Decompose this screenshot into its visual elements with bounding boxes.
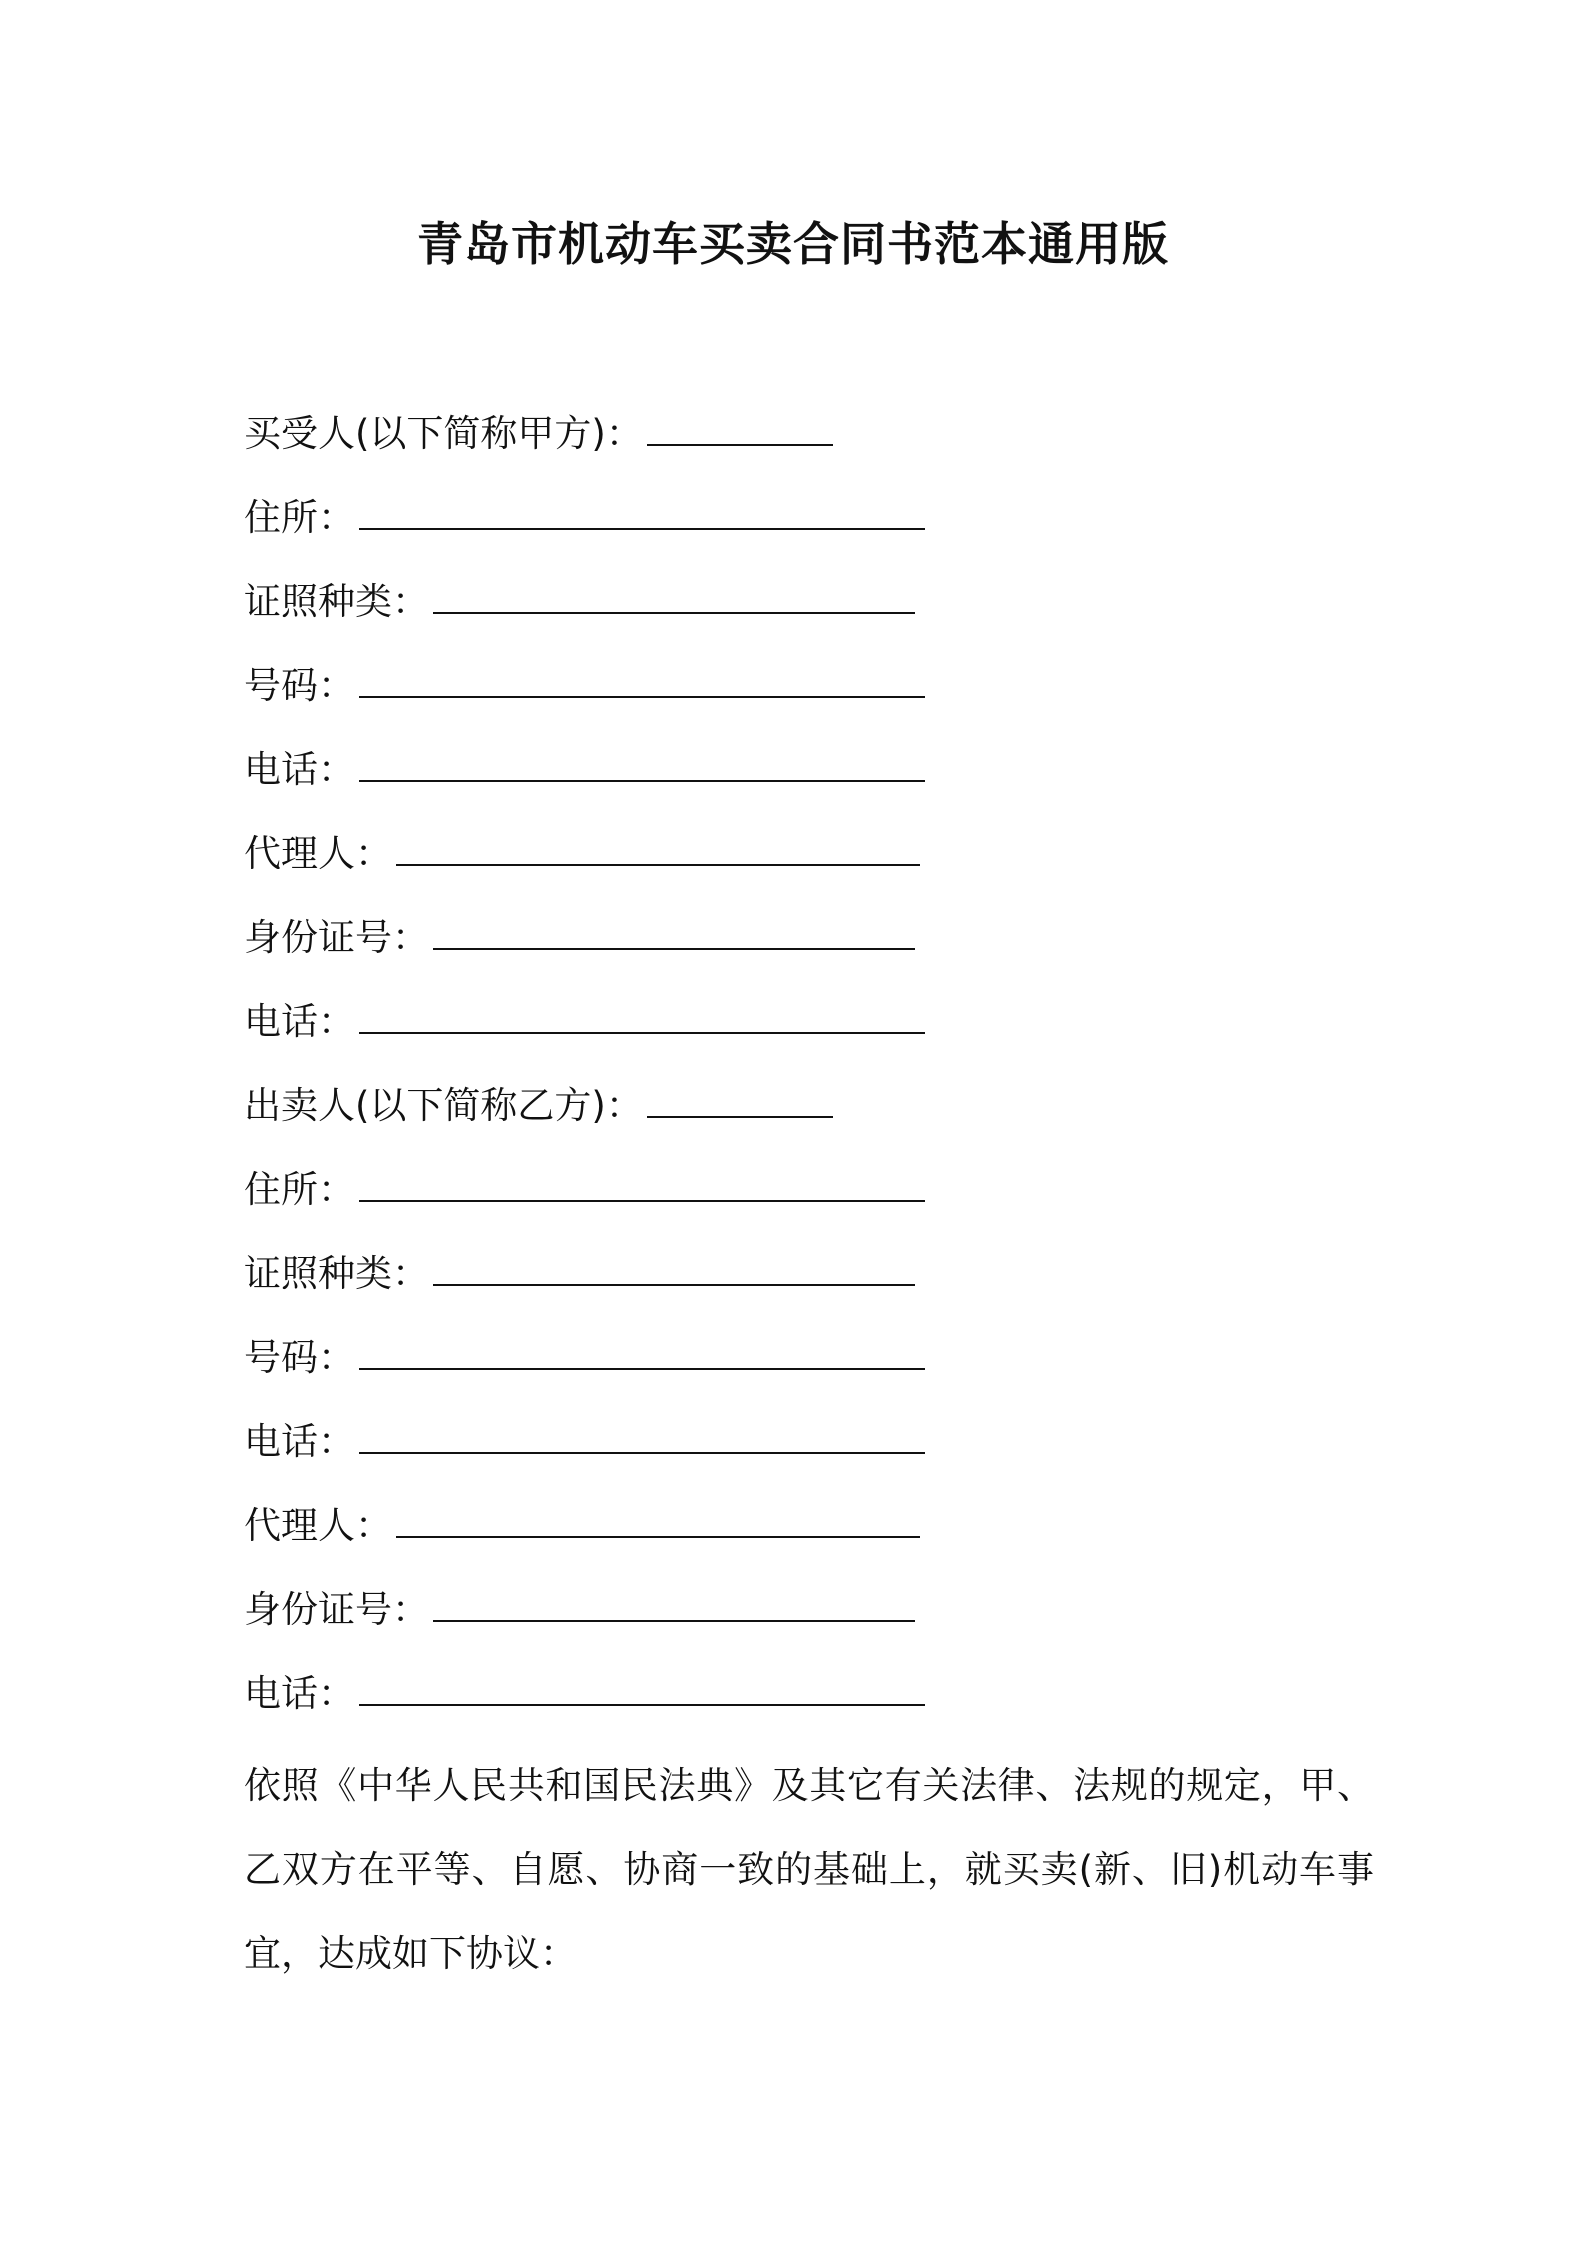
buyer-agent-phone-field <box>244 992 1394 1076</box>
field-label: 证照种类： <box>244 580 429 623</box>
field-label: 号码： <box>244 1336 355 1379</box>
seller-address-field <box>244 1160 1394 1244</box>
seller-name-field <box>244 1076 1394 1160</box>
field-label: 身份证号： <box>244 1588 429 1631</box>
field-label: 号码： <box>244 664 355 707</box>
seller-id-number-field <box>244 1328 1394 1412</box>
fill-in-blank[interactable] <box>433 1580 915 1622</box>
field-label: 代理人： <box>244 832 392 875</box>
field-label: 住所： <box>244 1168 355 1211</box>
field-label: 买受人(以下简称甲方)： <box>244 412 643 455</box>
document-title: 青岛市机动车买卖合同书范本通用版 <box>417 217 1169 271</box>
buyer-id-number-field <box>244 656 1394 740</box>
field-label: 出卖人(以下简称乙方)： <box>244 1084 643 1127</box>
fill-in-blank[interactable] <box>396 824 920 866</box>
buyer-id-type-field <box>244 572 1394 656</box>
buyer-agent-field <box>244 824 1394 908</box>
fill-in-blank[interactable] <box>359 1160 925 1202</box>
buyer-name-field <box>244 404 1394 488</box>
agreement-preamble: 依照《中华人民共和国民法典》及其它有关法律、法规的规定，甲、乙双方在平等、自愿、协商一致的基础上，就买卖(新、旧)机动车事宜，达成如下协议： <box>244 1764 1374 1975</box>
field-label: 电话： <box>244 1420 355 1463</box>
fill-in-blank[interactable] <box>433 908 915 950</box>
field-label: 证照种类： <box>244 1252 429 1295</box>
fill-in-blank[interactable] <box>433 572 915 614</box>
fill-in-blank[interactable] <box>396 1496 920 1538</box>
field-label: 身份证号： <box>244 916 429 959</box>
fill-in-blank[interactable] <box>433 1244 915 1286</box>
fill-in-blank[interactable] <box>359 1664 925 1706</box>
fill-in-blank[interactable] <box>647 1076 833 1118</box>
seller-phone-field <box>244 1412 1394 1496</box>
seller-id-type-field <box>244 1244 1394 1328</box>
field-label: 电话： <box>244 748 355 791</box>
buyer-agent-id-field <box>244 908 1394 992</box>
field-label: 电话： <box>244 1000 355 1043</box>
field-label: 住所： <box>244 496 355 539</box>
fill-in-blank[interactable] <box>359 992 925 1034</box>
fill-in-blank[interactable] <box>359 656 925 698</box>
seller-agent-field <box>244 1496 1394 1580</box>
party-fields <box>244 404 1394 1748</box>
seller-agent-phone-field <box>244 1664 1394 1748</box>
field-label: 电话： <box>244 1672 355 1715</box>
field-label: 代理人： <box>244 1504 392 1547</box>
fill-in-blank[interactable] <box>359 1412 925 1454</box>
seller-agent-id-field <box>244 1580 1394 1664</box>
fill-in-blank[interactable] <box>359 488 925 530</box>
fill-in-blank[interactable] <box>359 740 925 782</box>
fill-in-blank[interactable] <box>359 1328 925 1370</box>
fill-in-blank[interactable] <box>647 404 833 446</box>
buyer-address-field <box>244 488 1394 572</box>
buyer-phone-field <box>244 740 1394 824</box>
